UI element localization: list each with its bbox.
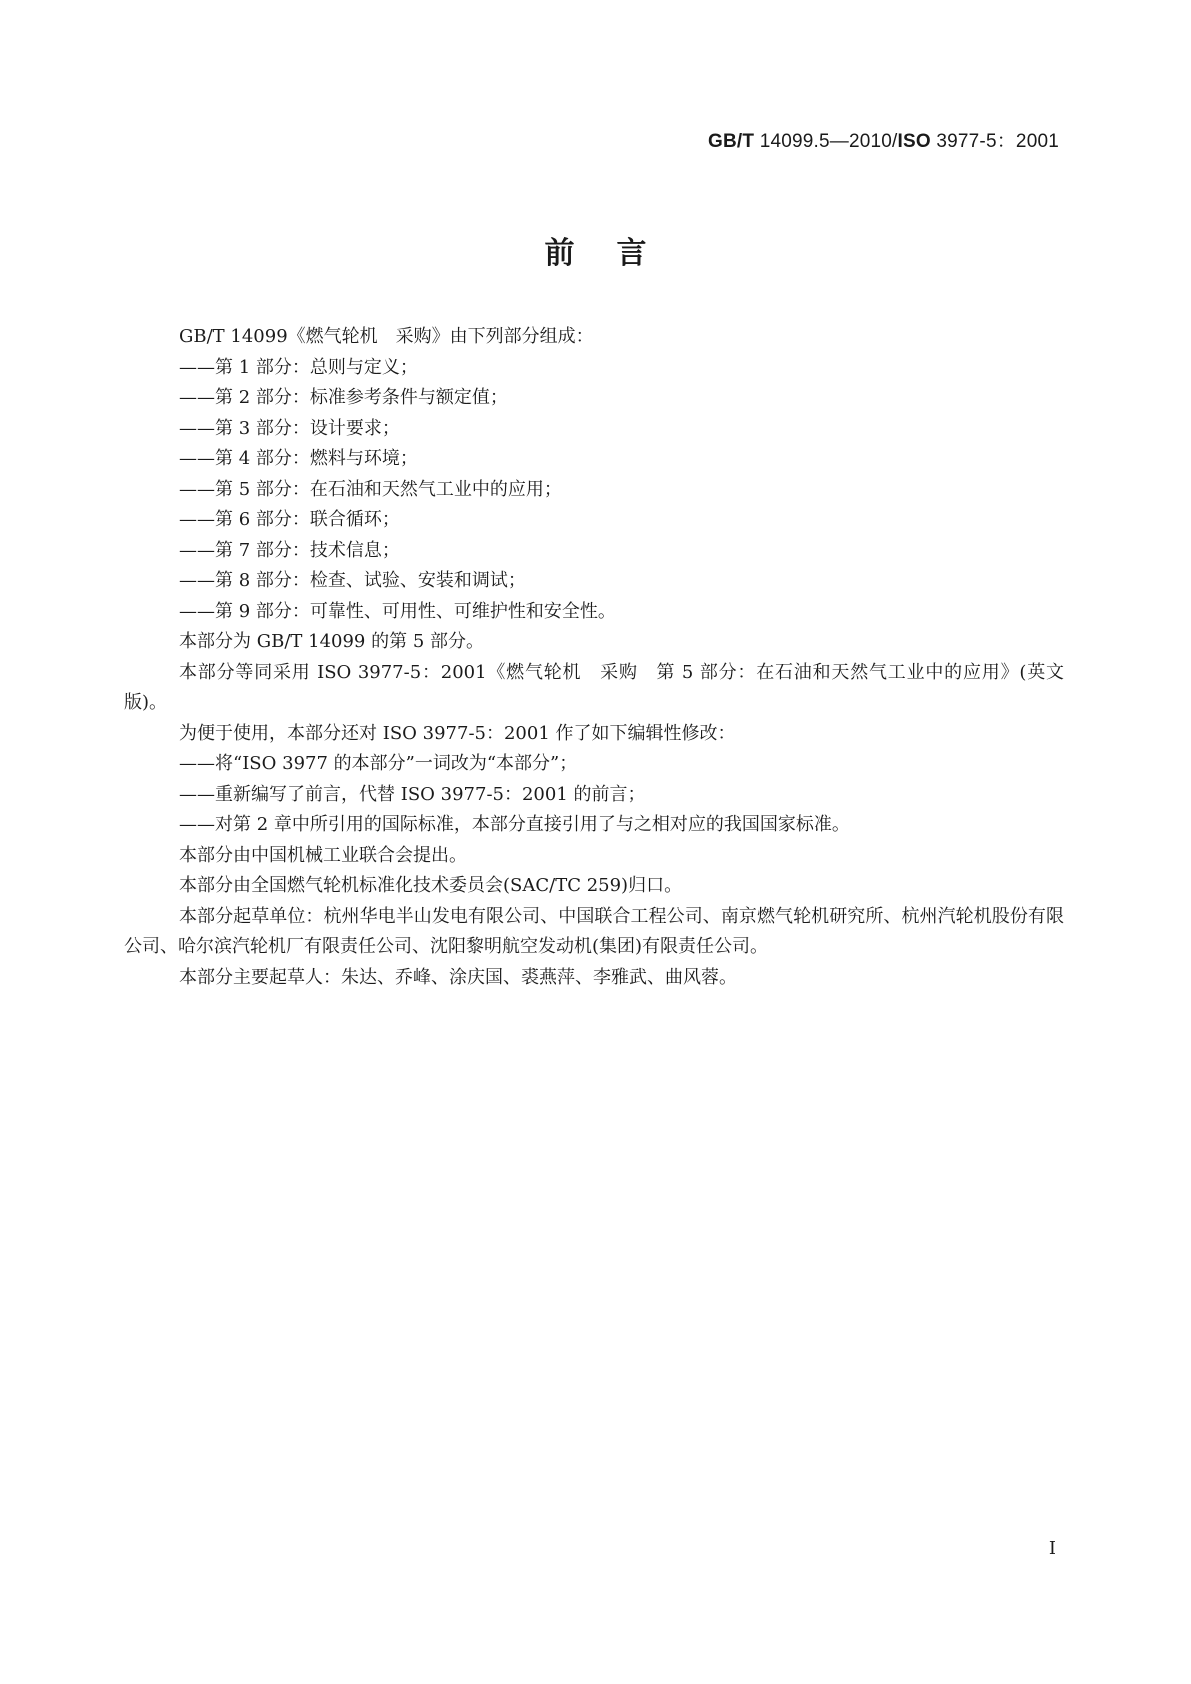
list-item-part-4: ——第 4 部分：燃料与环境； <box>179 448 418 469</box>
list-item-part-1: ——第 1 部分：总则与定义； <box>179 356 418 378</box>
page-title: 前言 <box>544 236 689 271</box>
list-item-edit-3: ——对第 2 章中所引用的国际标准，本部分直接引用了与之相对应的我国国家标准。 <box>179 814 850 835</box>
standard-code-header <box>708 126 1059 153</box>
iso-prefix: ISO <box>897 131 931 152</box>
list-item-part-7: ——第 7 部分：技术信息； <box>179 539 400 561</box>
list-item-part-5: ——第 5 部分：在石油和天然气工业中的应用； <box>179 478 562 500</box>
page-number: I <box>1048 1538 1056 1559</box>
list-item-part-9: ——第 9 部分：可靠性、可用性、可维护性和安全性。 <box>179 600 616 622</box>
drafters-paragraph: 本部分主要起草人：朱达、乔峰、涂庆国、裘燕萍、李雅武、曲风蓉。 <box>179 966 737 988</box>
std-number: 14099.5—2010/ <box>759 131 898 152</box>
list-item-edit-2: ——重新编写了前言，代替 ISO 3977-5：2001 的前言； <box>179 783 646 805</box>
drafting-units-paragraph: 本部分起草单位：杭州华电半山发电有限公司、中国联合工程公司、南京燃气轮机研究所、杭州汽轮机股份有限公司、哈尔滨汽轮机厂有限责任公司、沈阳黎明航空发动机(集团)有限责任公司。 <box>124 905 1064 957</box>
editorial-changes-paragraph: 为便于使用，本部分还对 ISO 3977-5：2001 作了如下编辑性修改： <box>179 722 736 744</box>
list-item-part-3: ——第 3 部分：设计要求； <box>179 417 400 439</box>
adoption-paragraph: 本部分等同采用 ISO 3977-5：2001《燃气轮机 采购 第 5 部分：在石油和天然气工业中的应用》(英文版)。 <box>124 661 1064 713</box>
foreword-body <box>124 322 1064 993</box>
list-item-edit-1: ——将“ISO 3977 的本部分”一词改为“本部分”； <box>179 753 578 774</box>
part-statement-paragraph: 本部分为 GB/T 14099 的第 5 部分。 <box>179 631 484 652</box>
list-item-part-6: ——第 6 部分：联合循环； <box>179 509 400 530</box>
list-item-part-2: ——第 2 部分：标准参考条件与额定值； <box>179 387 508 408</box>
iso-number: 3977-5：2001 <box>936 131 1059 152</box>
proposed-by-paragraph: 本部分由中国机械工业联合会提出。 <box>179 844 467 866</box>
intro-paragraph: GB/T 14099《燃气轮机 采购》由下列部分组成： <box>179 326 594 347</box>
std-prefix: GB/T <box>708 131 755 152</box>
centralized-by-paragraph: 本部分由全国燃气轮机标准化技术委员会(SAC/TC 259)归口。 <box>179 875 683 896</box>
list-item-part-8: ——第 8 部分：检查、试验、安装和调试； <box>179 570 526 591</box>
